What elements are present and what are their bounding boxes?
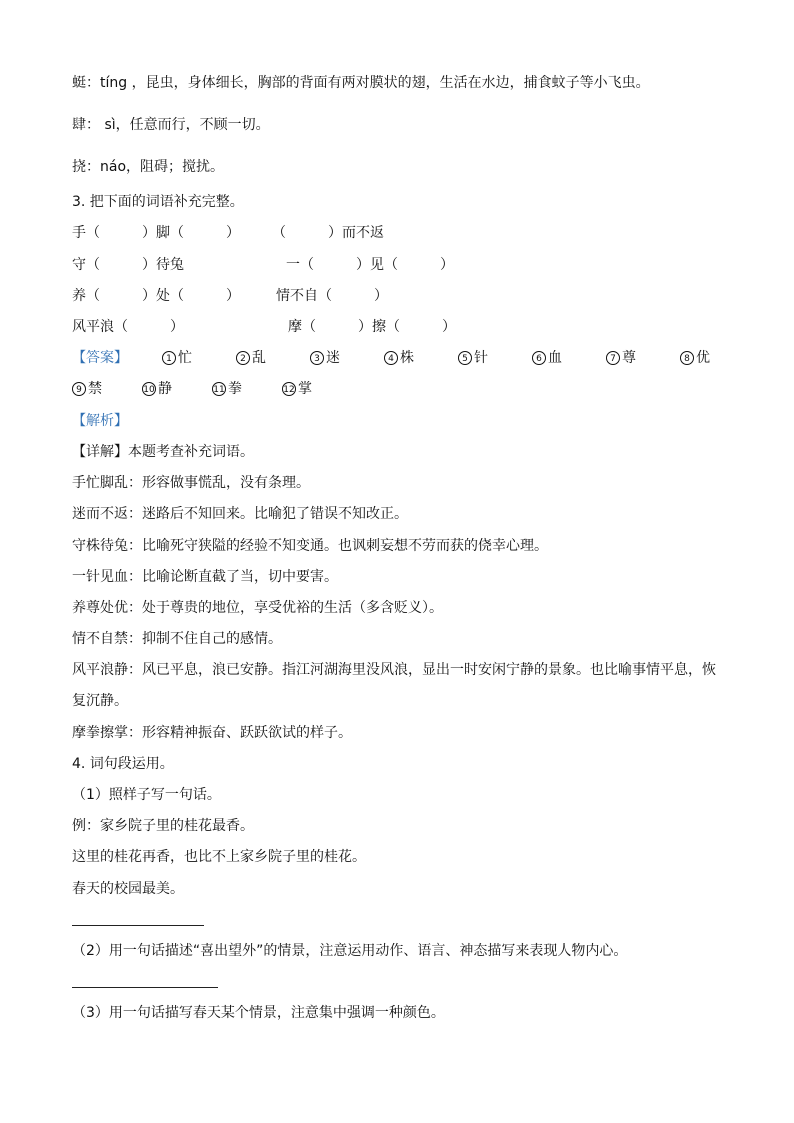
analysis-label: 【解析】 bbox=[72, 413, 128, 429]
analysis-line: 摩拳擦掌：形容精神振奋、跃跃欲试的样子。 bbox=[72, 725, 352, 741]
question-4-sub1: （1）照样子写一句话。 bbox=[72, 787, 221, 803]
analysis-line: 【详解】本题考查补充词语。 bbox=[72, 444, 254, 460]
fill-item: 一（ ）见（ ） bbox=[286, 257, 454, 273]
glossary-entry-si: 肆： sì，任意而行，不顾一切。 bbox=[72, 117, 270, 133]
question-4-sub3: （3）用一句话描写春天某个情景，注意集中强调一种颜色。 bbox=[72, 1005, 445, 1021]
glossary-entry-ting: 蜓：tíng ，昆虫，身体细长，胸部的背面有两对膜状的翅，生活在水边，捕食蚊子等小飞虫。 bbox=[72, 75, 650, 91]
answer-item: 6 血 bbox=[532, 349, 562, 367]
answer-label: 【答案】 bbox=[72, 350, 128, 366]
question-4-title: 4. 词句段运用。 bbox=[72, 756, 174, 772]
answer-item: 8 优 bbox=[680, 349, 710, 367]
analysis-line: 复沉静。 bbox=[72, 693, 128, 709]
analysis-line: 手忙脚乱：形容做事慌乱，没有条理。 bbox=[72, 475, 310, 491]
analysis-line: 迷而不返：迷路后不知回来。比喻犯了错误不知改正。 bbox=[72, 506, 408, 522]
answer-blank-line bbox=[72, 925, 204, 926]
fill-item: （ ）而不返 bbox=[272, 225, 384, 241]
fill-item: 手（ ）脚（ ） bbox=[72, 225, 240, 241]
fill-item: 风平浪（ ） bbox=[72, 319, 184, 335]
analysis-line: 一针见血：比喻论断直截了当，切中要害。 bbox=[72, 569, 338, 585]
answer-item: 12 掌 bbox=[283, 381, 312, 397]
question-4-sub2: （2）用一句话描述“喜出望外”的情景，注意运用动作、语言、神态描写来表现人物内心。 bbox=[72, 943, 628, 959]
question-3-title: 3. 把下面的词语补充完整。 bbox=[72, 194, 244, 210]
example-label: 例：家乡院子里的桂花最香。 bbox=[72, 818, 254, 834]
answer-item: 2 乱 bbox=[236, 349, 266, 367]
prompt-sentence: 春天的校园最美。 bbox=[72, 881, 184, 897]
answer-blank-line bbox=[72, 987, 218, 988]
answer-item: 11 拳 bbox=[213, 381, 242, 397]
answer-item: 5 针 bbox=[458, 349, 488, 367]
example-sentence: 这里的桂花再香，也比不上家乡院子里的桂花。 bbox=[72, 849, 366, 865]
fill-item: 养（ ）处（ ） bbox=[72, 288, 240, 304]
answer-item: 1 忙 bbox=[162, 349, 192, 367]
answer-item: 7 尊 bbox=[606, 349, 636, 367]
fill-item: 情不自（ ） bbox=[276, 288, 388, 304]
answer-item: 3 迷 bbox=[310, 349, 340, 367]
answer-item: 4 株 bbox=[384, 349, 414, 367]
analysis-line: 守株待兔：比喻死守狭隘的经验不知变通。也讽刺妄想不劳而获的侥幸心理。 bbox=[72, 538, 548, 554]
answer-item: 9 禁 bbox=[72, 380, 102, 398]
answer-item: 10 静 bbox=[143, 381, 172, 397]
analysis-line: 风平浪静：风已平息，浪已安静。指江河湖海里没风浪，显出一时安闲宁静的景象。也比喻事情平息，恢 bbox=[72, 662, 716, 678]
fill-item: 摩（ ）擦（ ） bbox=[288, 319, 456, 335]
fill-item: 守（ ）待兔 bbox=[72, 257, 184, 273]
analysis-line: 情不自禁：抑制不住自己的感情。 bbox=[72, 631, 282, 647]
analysis-line: 养尊处优：处于尊贵的地位，享受优裕的生活（多含贬义）。 bbox=[72, 600, 443, 616]
glossary-entry-nao: 挠：náo，阻碍；搅扰。 bbox=[72, 159, 225, 175]
